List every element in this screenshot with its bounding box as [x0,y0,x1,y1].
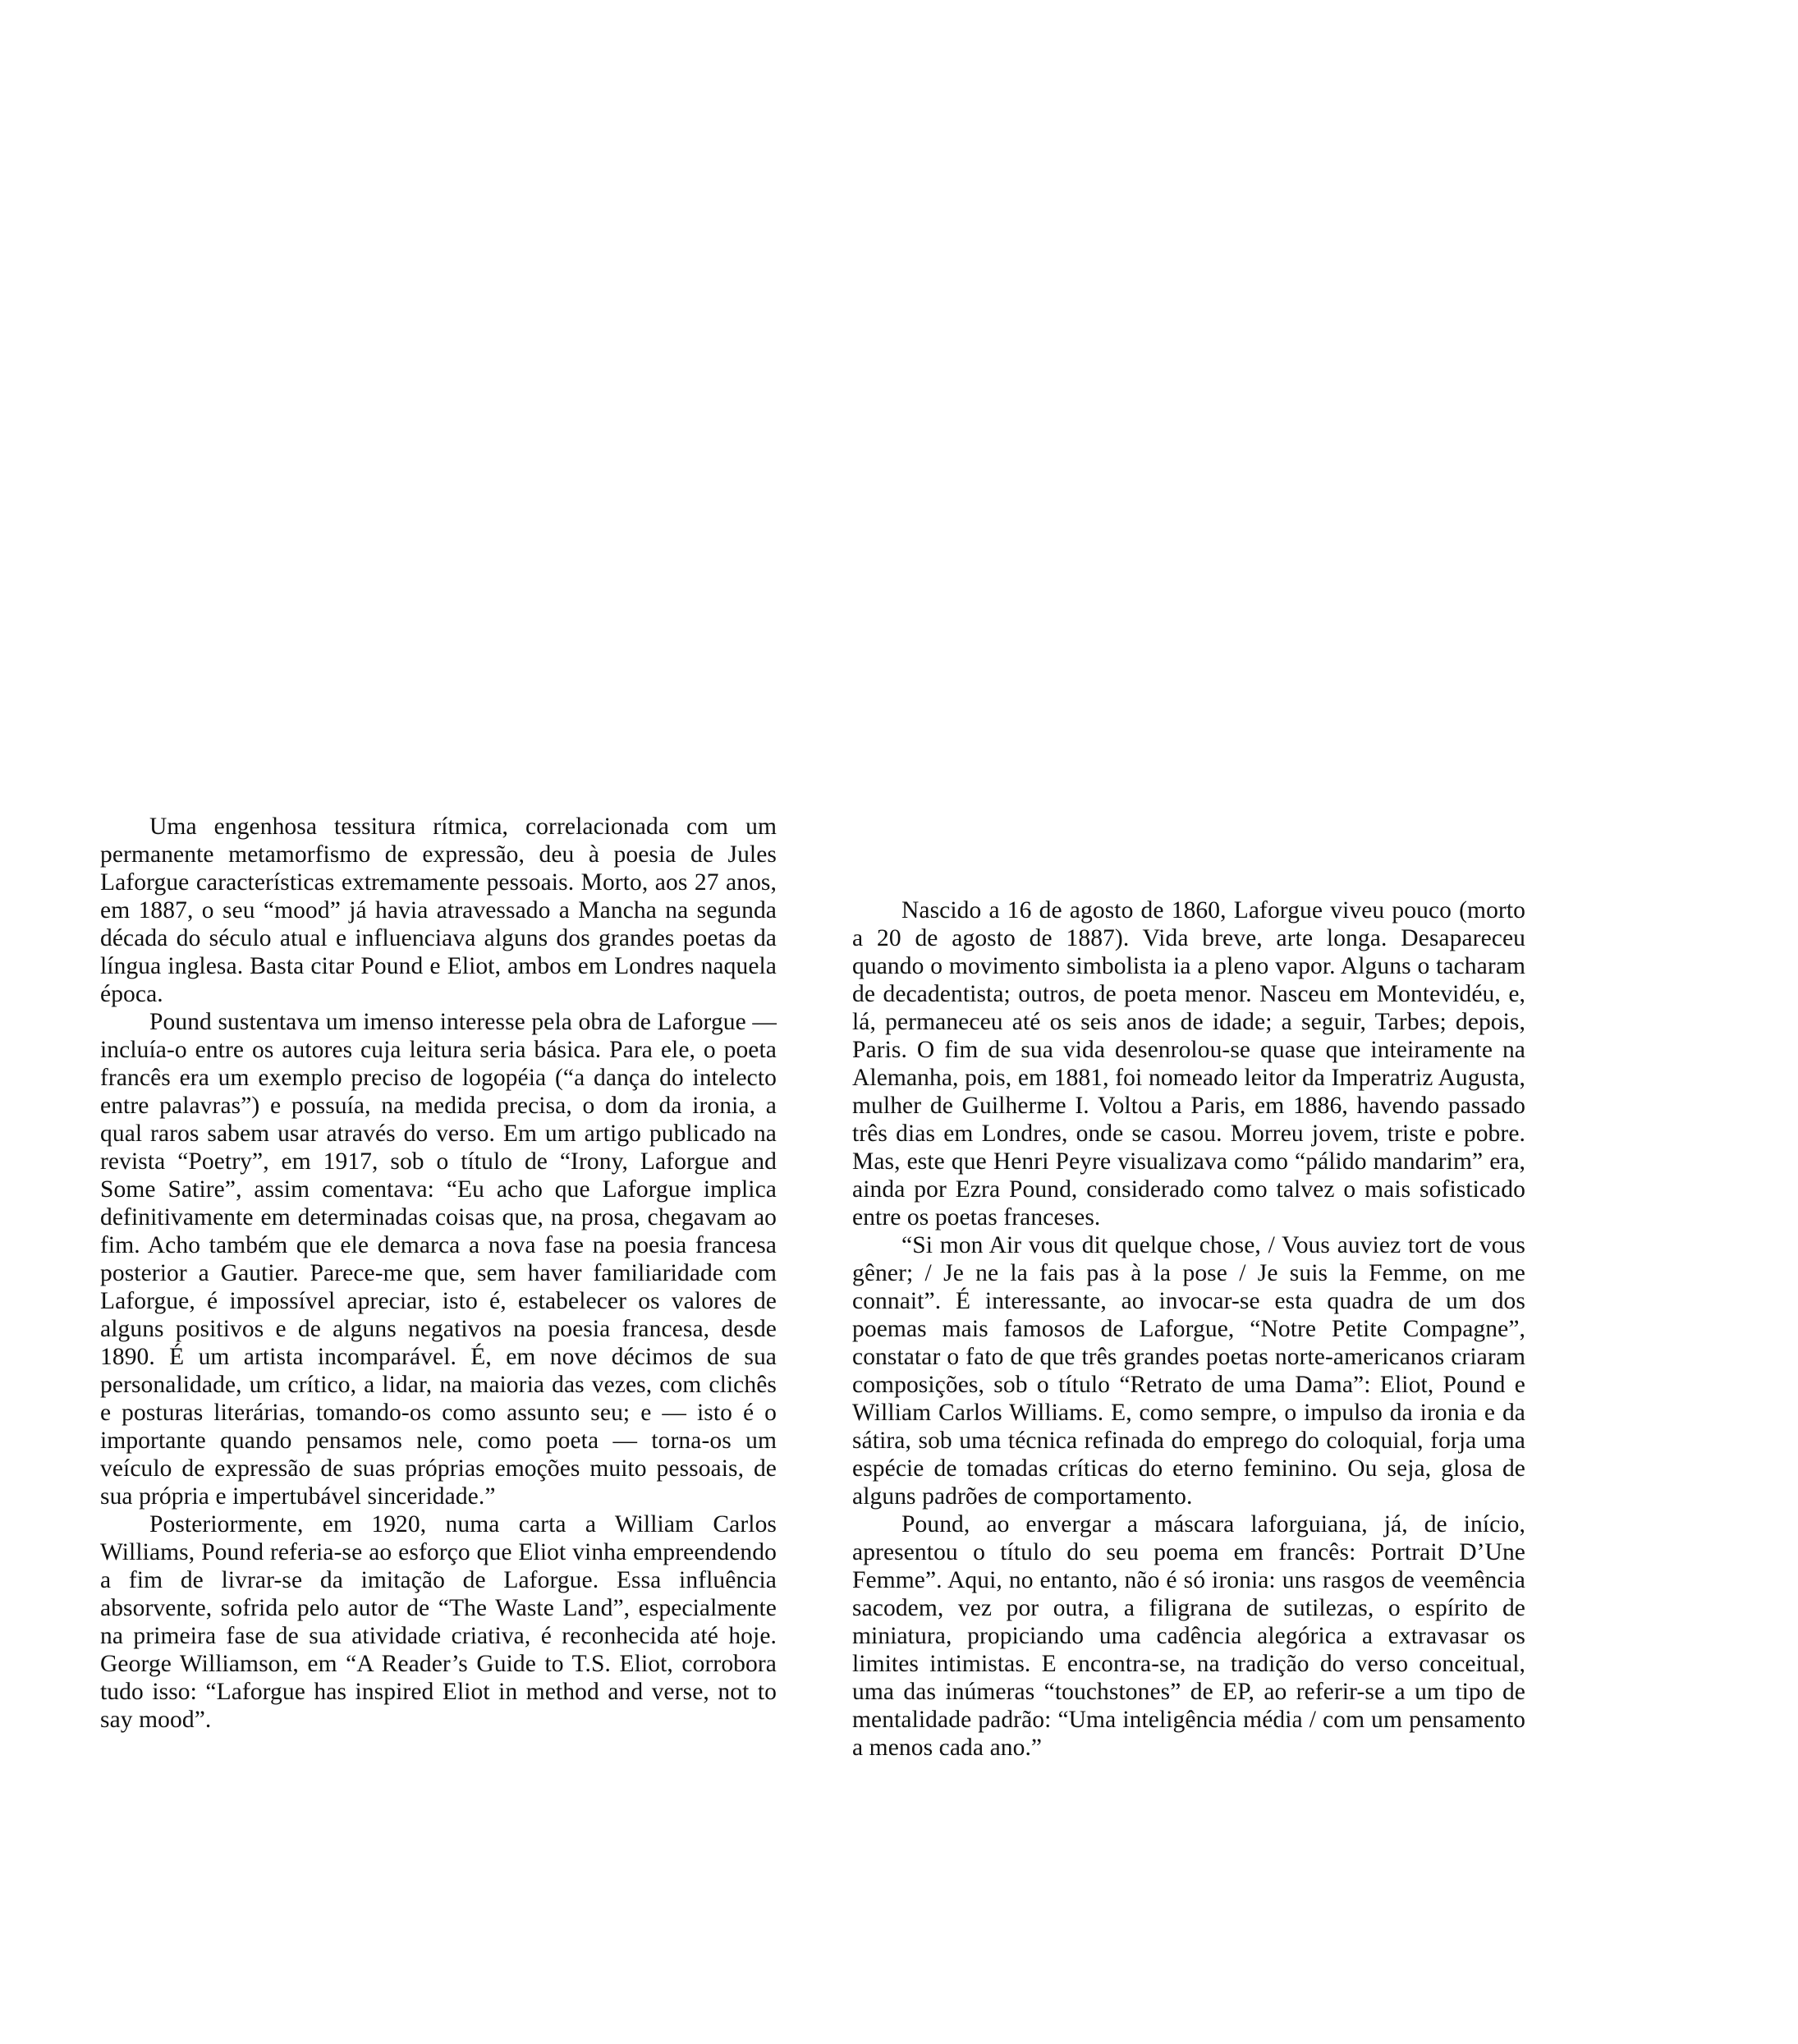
paragraph: Uma engenhosa tessitura rítmica, correlacionada com um permanente metamorfismo de expressão, deu à poesia de Jules Laforgue características extremamente pessoais. Morto, aos 27 anos, em 1887, o seu “mood” já havia atravessado a Mancha na segunda década do século atual e influenciava alguns dos grandes poetas da língua inglesa. Basta citar Pound e Eliot, ambos em Londres naquela época. [100,813,777,1007]
paragraph: “Si mon Air vous dit quelque chose, / Vous auviez tort de vous gêner; / Je ne la fais pas à la pose / Je suis la Femme, on me connait”. É interessante, ao invocar-se esta quadra de um dos poemas mais famosos de Laforgue, “Notre Petite Compagne”, constatar o fato de que três grandes poetas norte-americanos criaram composições, sob o título “Retrato de uma Dama”: Eliot, Pound e William Carlos Williams. E, como sempre, o impulso da ironia e da sátira, sob uma técnica refinada do emprego do coloquial, forja uma espécie de tomadas críticas do eterno feminino. Ou seja, glosa de alguns padrões de comportamento. [852,1232,1525,1510]
paragraph: Pound, ao envergar a máscara laforguiana, já, de início, apresentou o título do seu poema em francês: Portrait D’Une Femme”. Aqui, no entanto, não é só ironia: uns rasgos de veemência sacodem, vez por outra, a filigrana de sutilezas, o espírito de miniatura, propiciando uma cadência alegórica a extravasar os limites intimistas. E encontra-se, na tradição do verso conceitual, uma das inúmeras “touchstones” de EP, ao referir-se a um tipo de mentalidade padrão: “Uma inteligência média / com um pensamento a menos cada ano.” [852,1511,1525,1761]
paragraph: Nascido a 16 de agosto de 1860, Laforgue viveu pouco (morto a 20 de agosto de 1887). Vida breve, arte longa. Desapareceu quando o movimento simbolista ia a pleno vapor. Alguns o tacharam de decadentista; outros, de poeta menor. Nasceu em Montevidéu, e, lá, permaneceu até os seis anos de idade; a seguir, Tarbes; depois, Paris. O fim de sua vida desenrolou-se quase que inteiramente na Alemanha, pois, em 1881, foi nomeado leitor da Imperatriz Augusta, mulher de Guilherme I. Voltou a Paris, em 1886, havendo passado três dias em Londres, onde se casou. Morreu jovem, triste e pobre. Mas, este que Henri Peyre visualizava como “pálido mandarim” era, ainda por Ezra Pound, considerado como talvez o mais sofisticado entre os poetas franceses. [852,897,1525,1231]
left-text-column [100,813,777,1734]
paragraph: Posteriormente, em 1920, numa carta a William Carlos Williams, Pound referia-se ao esforço que Eliot vinha empreendendo a fim de livrar-se da imitação de Laforgue. Essa influência absorvente, sofrida pelo autor de “The Waste Land”, especialmente na primeira fase de sua atividade criativa, é reconhecida até hoje. George Williamson, em “A Reader’s Guide to T.S. Eliot, corrobora tudo isso: “Laforgue has inspired Eliot in method and verse, not to say mood”. [100,1511,777,1733]
paragraph: Pound sustentava um imenso interesse pela obra de Laforgue — incluía-o entre os autores cuja leitura seria básica. Para ele, o poeta francês era um exemplo preciso de logopéia (“a dança do intelecto entre palavras”) e possuía, na medida precisa, o dom da ironia, a qual raros sabem usar através do verso. Em um artigo publicado na revista “Poetry”, em 1917, sob o título de “Irony, Laforgue and Some Satire”, assim comentava: “Eu acho que Laforgue implica definitivamente em determinadas coisas que, na prosa, chegavam ao fim. Acho também que ele demarca a nova fase na poesia francesa posterior a Gautier. Parece-me que, sem haver familiaridade com Laforgue, é impossível apreciar, isto é, estabelecer os valores de alguns positivos e de alguns negativos na poesia francesa, desde 1890. É um artista incomparável. É, em nove décimos de sua personalidade, um crítico, a lidar, na maioria das vezes, com clichês e posturas literárias, tomando-os como assunto seu; e — isto é o importante quando pensamos nele, como poeta — torna-os um veículo de expressão de suas próprias emoções muito pessoais, de sua própria e impertubável sinceridade.” [100,1009,777,1510]
right-text-column [852,896,1525,1762]
